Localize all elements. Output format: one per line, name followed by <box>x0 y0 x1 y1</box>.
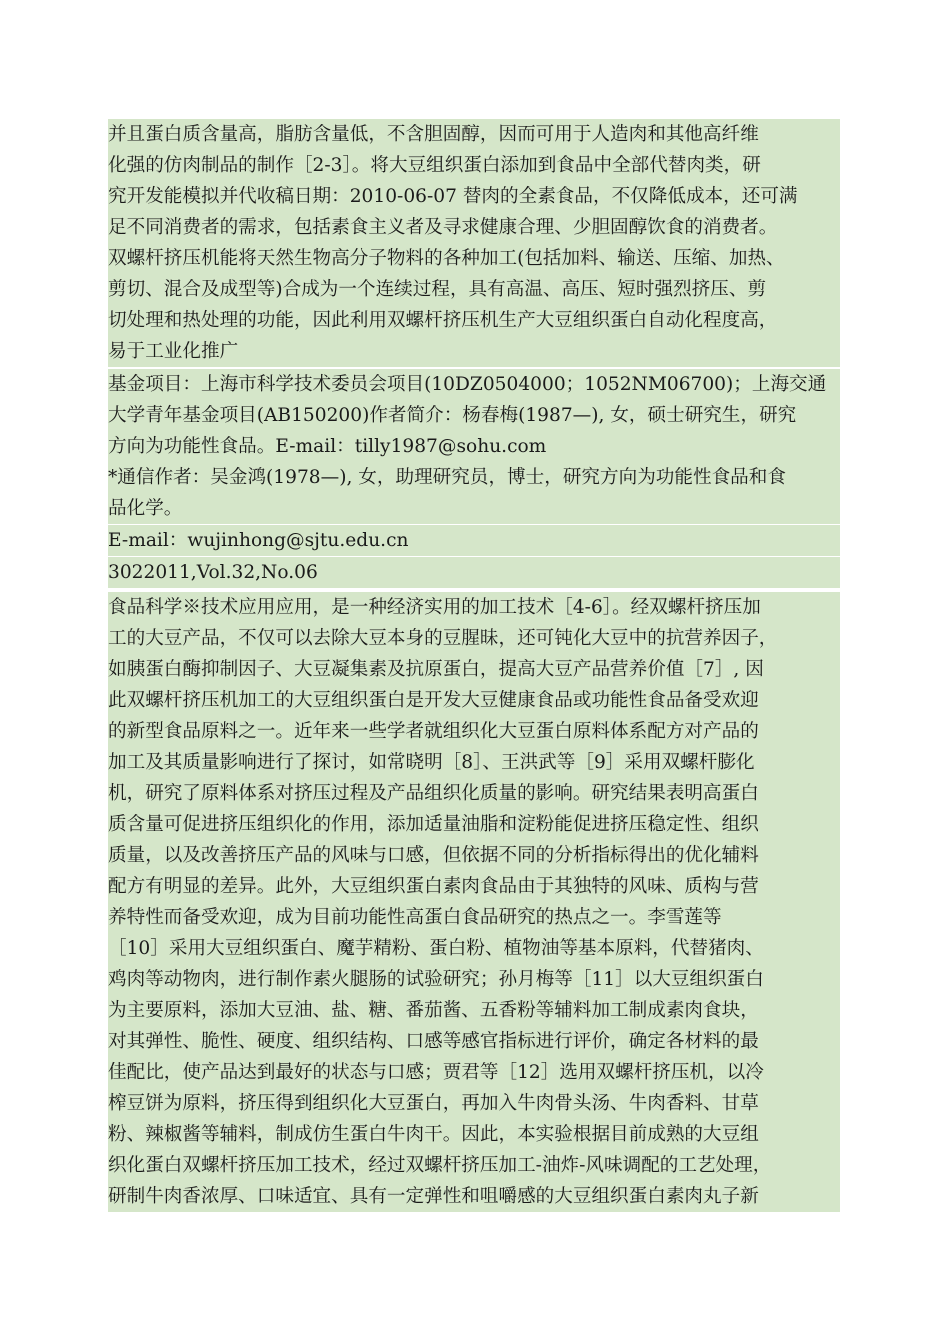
text-line: 的新型食品原料之一。近年来一些学者就组织化大豆蛋白原料体系配方对产品的 <box>108 721 759 742</box>
text-line: 养特性而备受欢迎，成为目前功能性高蛋白食品研究的热点之一。李雪莲等 <box>108 907 722 928</box>
text-line: 足不同消费者的需求，包括素食主义者及寻求健康合理、少胆固醇饮食的消费者。 <box>108 217 778 238</box>
journal-line: 3022011,Vol.32,No.06 <box>108 562 318 583</box>
journal-reference <box>108 557 840 588</box>
text-line: ［10］采用大豆组织蛋白、魔芋精粉、蛋白粉、植物油等基本原料，代替猪肉、 <box>108 938 764 959</box>
text-line: 大学青年基金项目(AB150200)作者简介：杨春梅(1987—), 女，硕士研究生，研究 <box>108 405 797 426</box>
body-paragraph-main <box>108 592 840 1212</box>
text-line: 此双螺杆挤压机加工的大豆组织蛋白是开发大豆健康食品或功能性食品备受欢迎 <box>108 690 759 711</box>
text-line: 鸡肉等动物肉，进行制作素火腿肠的试验研究；孙月梅等［11］以大豆组织蛋白 <box>108 969 764 990</box>
text-line: 研制牛肉香浓厚、口味适宜、具有一定弹性和咀嚼感的大豆组织蛋白素肉丸子新 <box>108 1186 759 1207</box>
text-line: 工的大豆产品，不仅可以去除大豆本身的豆腥昧，还可钝化大豆中的抗营养因子， <box>108 628 778 649</box>
text-line: 双螺杆挤压机能将天然生物高分子物料的各种加工(包括加料、输送、压缩、加热、 <box>108 248 785 269</box>
text-line: 方向为功能性食品。E-mail：tilly1987@sohu.com <box>108 436 547 457</box>
text-line: 究开发能模拟并代收稿日期：2010-06-07 替肉的全素食品，不仅降低成本，还可满 <box>108 186 798 207</box>
text-line: 佳配比，使产品达到最好的状态与口感；贾君等［12］选用双螺杆挤压机，以冷 <box>108 1062 764 1083</box>
text-line: 食品科学※技术应用应用，是一种经济实用的加工技术［4-6］。经双螺杆挤压加 <box>108 597 761 618</box>
footnote-funding-authors <box>108 369 840 524</box>
corresponding-email <box>108 525 840 556</box>
text-line: 织化蛋白双螺杆挤压加工技术，经过双螺杆挤压加工-油炸-风味调配的工艺处理， <box>108 1155 772 1176</box>
text-line: 切处理和热处理的功能，因此利用双螺杆挤压机生产大豆组织蛋白自动化程度高， <box>108 310 778 331</box>
text-line: 质量，以及改善挤压产品的风味与口感，但依据不同的分析指标得出的优化辅料 <box>108 845 759 866</box>
text-line: 粉、辣椒酱等辅料，制成仿生蛋白牛肉干。因此，本实验根据目前成熟的大豆组 <box>108 1124 759 1145</box>
text-line: 易于工业化推广 <box>108 341 239 362</box>
text-line: 剪切、混合及成型等)合成为一个连续过程，具有高温、高压、短时强烈挤压、剪 <box>108 279 767 300</box>
text-line: 为主要原料，添加大豆油、盐、糖、番茄酱、五香粉等辅料加工制成素肉食块， <box>108 1000 759 1021</box>
text-line: 加工及其质量影响进行了探讨，如常晓明［8］、王洪武等［9］采用双螺杆膨化 <box>108 752 755 773</box>
text-line: 质含量可促进挤压组织化的作用，添加适量油脂和淀粉能促进挤压稳定性、组织 <box>108 814 759 835</box>
text-line: *通信作者：吴金鸿(1978—), 女，助理研究员，博士，研究方向为功能性食品和食 <box>108 467 786 488</box>
text-line: 机，研究了原料体系对挤压过程及产品组织化质量的影响。研究结果表明高蛋白 <box>108 783 759 804</box>
text-line: 配方有明显的差异。此外，大豆组织蛋白素肉食品由于其独特的风味、质构与营 <box>108 876 759 897</box>
text-line: 化强的仿肉制品的制作［2-3］。将大豆组织蛋白添加到食品中全部代替肉类，研 <box>108 155 761 176</box>
text-line: 基金项目：上海市科学技术委员会项目(10DZ0504000；1052NM06700)；上海交通 <box>108 374 827 395</box>
text-line: 榨豆饼为原料，挤压得到组织化大豆蛋白，再加入牛肉骨头汤、牛肉香料、甘草 <box>108 1093 759 1114</box>
text-line: 对其弹性、脆性、硬度、组织结构、口感等感官指标进行评价，确定各材料的最 <box>108 1031 759 1052</box>
text-line: 并且蛋白质含量高，脂肪含量低，不含胆固醇，因而可用于人造肉和其他高纤维 <box>108 124 759 145</box>
email-line: E-mail：wujinhong@sjtu.edu.cn <box>108 530 409 551</box>
body-paragraph-intro <box>108 119 840 367</box>
text-line: 品化学。 <box>108 498 183 519</box>
text-line: 如胰蛋白酶抑制因子、大豆凝集素及抗原蛋白，提高大豆产品营养价值［7］, 因 <box>108 659 764 680</box>
